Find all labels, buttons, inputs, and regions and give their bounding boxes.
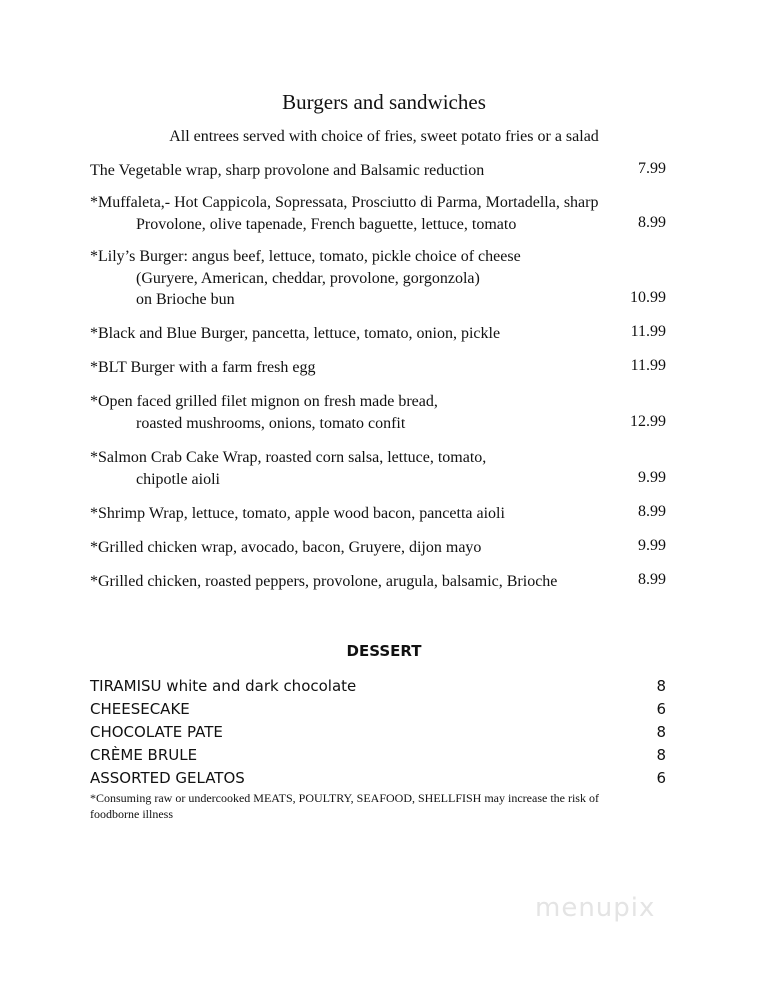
dessert-item-name: ASSORTED GELATOS [90,769,245,787]
item-price: 8.99 [638,503,666,520]
item-line: Provolone, olive tapenade, French baguette, lettuce, tomato [136,215,517,233]
dessert-item-name: CRÈME BRULE [90,746,198,764]
menu-item [90,391,438,434]
menu-item [90,357,315,379]
menu-item [90,160,484,182]
item-line: (Guryere, American, cheddar, provolone, gorgonzola) [136,269,480,287]
item-price: 11.99 [630,323,666,340]
item-line: *Muffaleta,- Hot Cappicola, Sopressata, Prosciutto di Parma, Mortadella, sharp [90,194,599,211]
item-line: *Grilled chicken wrap, avocado, bacon, Gruyere, dijon mayo [90,539,482,556]
item-line: The Vegetable wrap, sharp provolone and Balsamic reduction [90,162,485,179]
item-price: 8.99 [638,571,666,588]
dessert-item-name: TIRAMISU white and dark chocolate [90,677,357,695]
item-price: 7.99 [638,160,666,177]
menu-item [90,503,505,525]
menu-item [90,246,521,311]
item-line: *Salmon Crab Cake Wrap, roasted corn salsa, lettuce, tomato, [90,449,487,466]
item-line: *Black and Blue Burger, pancetta, lettuce, tomato, onion, pickle [90,325,501,342]
item-price: 9.99 [638,537,666,554]
dessert-item-name: CHOCOLATE PATE [90,723,223,741]
menu-item [90,323,500,345]
item-price: 9.99 [638,469,666,486]
item-line: *Open faced grilled filet mignon on fresh made bread, [90,393,438,410]
item-price: 11.99 [630,357,666,374]
dessert-item-name: CHEESECAKE [90,700,190,718]
dessert-item-price: 6 [656,769,666,787]
menu-item [90,571,557,593]
item-line: on Brioche bun [136,291,235,308]
item-price: 8.99 [638,214,666,231]
item-line: *Lily’s Burger: angus beef, lettuce, tomato, pickle choice of cheese [90,248,521,265]
watermark-logo: menupix [535,893,656,923]
dessert-item-price: 8 [656,723,666,741]
item-line: *BLT Burger with a farm fresh egg [90,359,316,376]
menu-item [90,192,598,235]
item-line: *Grilled chicken, roasted peppers, provolone, arugula, balsamic, Brioche [90,573,558,590]
dessert-heading: DESSERT [346,642,422,660]
page-title: Burgers and sandwiches [282,90,486,114]
menu-item [90,537,481,559]
dessert-item-price: 8 [656,677,666,695]
dessert-item-price: 6 [656,700,666,718]
dessert-item-price: 8 [656,746,666,764]
raw-food-notice: *Consuming raw or undercooked MEATS, POULTRY, SEAFOOD, SHELLFISH may increase the risk of foodborne illness [90,791,599,821]
item-line: *Shrimp Wrap, lettuce, tomato, apple wood bacon, pancetta aioli [90,505,505,522]
menu-item [90,447,486,490]
item-price: 12.99 [630,413,666,430]
item-line: chipotle aioli [136,470,220,488]
item-line: roasted mushrooms, onions, tomato confit [136,414,406,432]
page-subtitle: All entrees served with choice of fries, sweet potato fries or a salad [169,128,599,145]
item-price: 10.99 [630,289,666,306]
